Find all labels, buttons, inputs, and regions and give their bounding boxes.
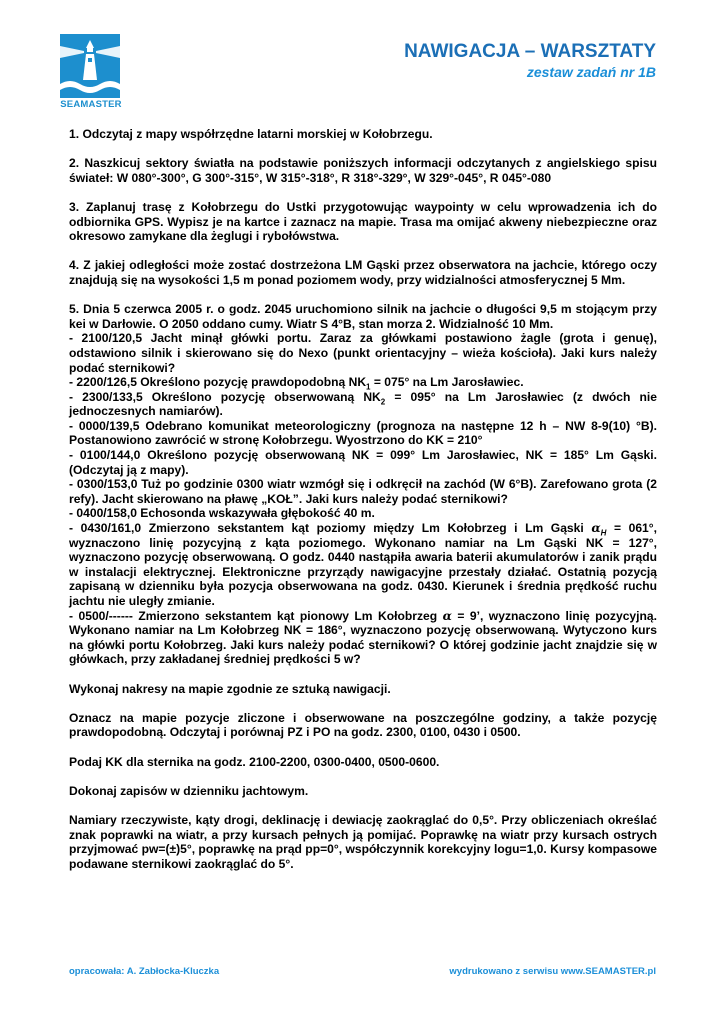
page-subtitle: zestaw zadań nr 1B [526, 64, 656, 80]
subscript: 2 [380, 397, 386, 407]
log-entry-text: = 9’, wyznaczono linię pozycyjną. Wykonano namiar na Lm Kołobrzeg NK = 186°, wyznaczono pozycję obserwowaną. Wytyczono kurs na główki portu Kołobrzeg. Jaki kurs należy podać sternikowi? O której godzinie jacht znajdzie się w główkach, przy zakładanej średniej prędkości 5 w? [69, 608, 657, 667]
task-4: 4. Z jakiej odległości może zostać dostrzeżona LM Gąski przez obserwatora na jachcie, którego oczy znajdują się na wysokości 1,5 m ponad poziomem wody, przy widzialności atmosferycznej 5 Mm. [69, 258, 657, 287]
log-entry-2300 [69, 390, 657, 419]
log-entry-0500 [69, 609, 657, 667]
task-5-intro: 5. Dnia 5 czerwca 2005 r. o godz. 2045 uruchomiono silnik na jachcie o długości 9,5 m stojącym przy kei w Darłowie. O 2050 oddano cumy. Wiatr S 4°B, stan morza 2. Widzialność 10 Mm. [69, 302, 657, 331]
task-3: 3. Zaplanuj trasę z Kołobrzegu do Ustki przygotowując waypointy w celu wprowadzenia ich do odbiornika GPS. Wypisz je na kartce i zaznacz na mapie. Trasa ma omijać akweny niebezpieczne oraz okresowo zamykane dla żeglugi i rybołówstwa. [69, 199, 657, 244]
subscript: 1 [366, 382, 371, 392]
page-title: NAWIGACJA – WARSZTATY [404, 41, 656, 62]
task-2: 2. Naszkicuj sektory światła na podstawie poniższych informacji odczytanych z angielskiego spisu świateł: W 080°-300°, G 300°-315°, W 315°-318°, R 318°-329°, W 329°-045°, R 045°-080 [69, 156, 657, 185]
task-1: 1. Odczytaj z mapy współrzędne latarni morskiej w Kołobrzegu. [69, 127, 433, 141]
log-entry-text: - 2300/133,5 Określono pozycję obserwowaną NK [69, 389, 381, 404]
instruction-dziennik: Dokonaj zapisów w dzienniku jachtowym. [69, 783, 309, 798]
log-entry-0300: - 0300/153,0 Tuż po godzinie 0300 wiatr wzmógł się i odkręcił na zachód (W 6°B). Zarefowano grota (2 refy). Jacht skierowano na pławę „KOŁ”. Jaki kurs należy podać sternikowi? [69, 477, 657, 506]
log-entry-2100: - 2100/120,5 Jacht minął główki portu. Zaraz za główkami postawiono żagle (grota i genuę), odstawiono silnik i skierowano się do Nexo (punkt orientacyjny – wieża kościoła). Jaki kurs należy podać sternikowi? [69, 331, 657, 375]
log-entry-text: = 061°, wyznaczono linię pozycyjną z kąta poziomego. Wykonano namiar na Lm Gąski NK = 127°, wyznaczono pozycję obserwowaną. O godz. 0440 nastąpiła awaria baterii akumulatorów i zanik prądu w instalacji elektrycznej. Elektroniczne przyrządy nawigacyjne przestały działać. Ostatnią pozycją zapisaną w dzienniku była pozycja obserwowana na godz. 0430. Kierunek i średnia prędkość ruchu jachtu nie uległy zmianie. [69, 521, 657, 608]
log-entry-text: = 075° na Lm Jarosławiec. [370, 375, 524, 390]
log-entry-0400: - 0400/158,0 Echosonda wskazywała głębokość 40 m. [69, 506, 375, 521]
task-list [69, 127, 657, 871]
instruction-kk: Podaj KK dla sternika na godz. 2100-2200, 0300-0400, 0500-0600. [69, 754, 440, 769]
task-5 [69, 302, 657, 667]
log-entry-text: = 095° na Lm Jarosławiec (z dwóch nie jednoczesnych namiarów). [69, 389, 657, 419]
subscript: H [600, 528, 607, 538]
log-entry-text: - 0500/------ Zmierzono sekstantem kąt pionowy Lm Kołobrzeg [69, 608, 443, 623]
instruction-namiary: Namiary rzeczywiste, kąty drogi, deklinację i dewiację zaokrąglać do 0,5°. Przy obliczeniach określać znak poprawki na wiatr, a przy kursach pełnych ją pomijać. Poprawkę na wiatr przy kursach ostrych przyjmować pw=(±)5°, poprawkę na prąd pp=0°, współczynnik korekcyjny logu=1,0. Kursy kompasowe podawane sternikowi zaokrąglać do 5°. [69, 812, 657, 871]
log-entry-2200 [69, 375, 657, 390]
log-entry-0430 [69, 521, 657, 609]
logo-text: SEAMASTER [60, 99, 122, 110]
alpha-symbol: α [591, 521, 601, 536]
footer-author: opracowała: A. Zabłocka-Kluczka [69, 966, 220, 977]
log-entry-text: - 2200/126,5 Określono pozycję prawdopodobną NK [69, 375, 367, 390]
instruction-nakresy: Wykonaj nakresy na mapie zgodnie ze sztuką nawigacji. [69, 681, 391, 696]
log-entry-0000: - 0000/139,5 Odebrano komunikat meteorologiczny (prognoza na następne 12 h – NW 8-9(10) °B). Postanowiono zawrócić w stronę Kołobrzegu. Wyostrzono do KK = 210° [69, 418, 657, 448]
lighthouse-icon [60, 34, 120, 98]
footer-source-link[interactable]: wydrukowano z serwisu www.SEAMASTER.pl [449, 966, 656, 977]
instruction-oznacz: Oznacz na mapie pozycje zliczone i obserwowane na poszczególne godziny, a także pozycję prawdopodobną. Odczytaj i porównaj PZ i PO na godz. 2300, 0100, 0430 i 0500. [69, 710, 657, 740]
alpha-symbol: α [442, 608, 452, 623]
log-entry-0100: - 0100/144,0 Określono pozycję obserwowaną NK = 099° Lm Jarosławiec, NK = 185° Lm Gąski. (Odczytaj ją z mapy). [69, 448, 657, 477]
log-entry-text: - 0430/161,0 Zmierzono sekstantem kąt poziomy między Lm Kołobrzeg i Lm Gąski [69, 521, 592, 536]
